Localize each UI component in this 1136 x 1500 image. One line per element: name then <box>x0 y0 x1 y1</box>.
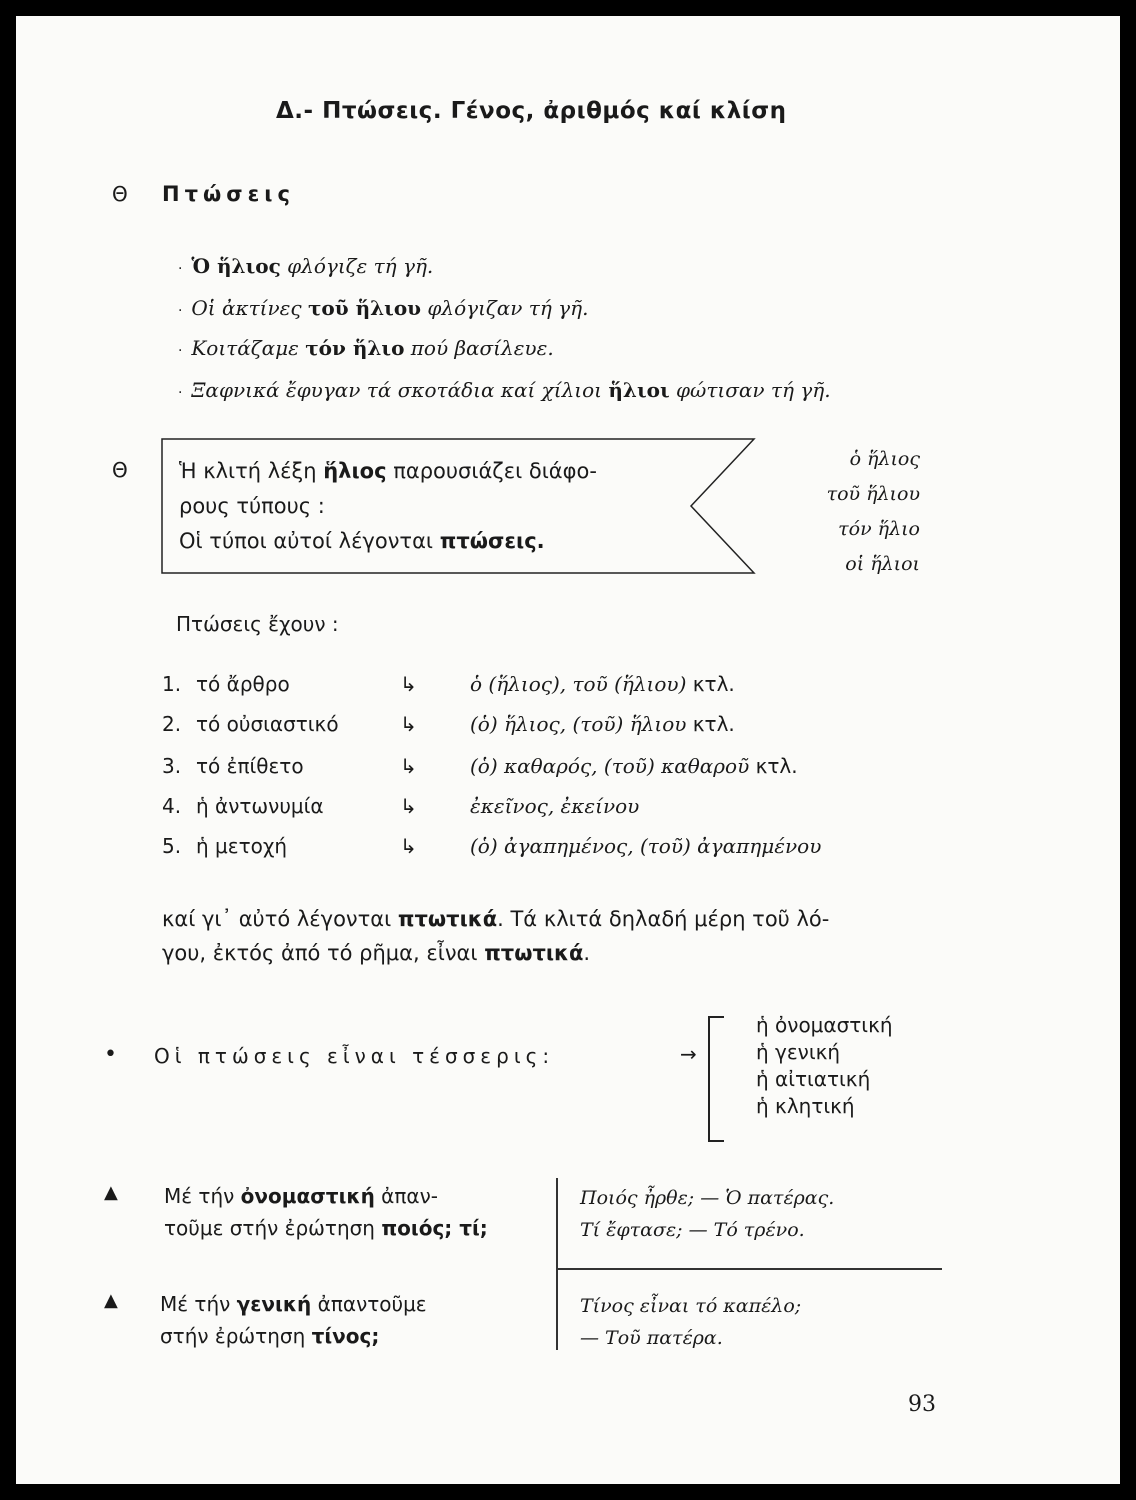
section-heading: Πτώσεις <box>162 182 295 206</box>
case-forms: ὁ ἥλιος τοῦ ἥλιου τόν ἥλιο οἱ ἥλιοι <box>826 448 920 575</box>
theta-symbol: Θ <box>112 458 128 482</box>
genitive-text: Μέ τήν γενική ἀπαντοῦμε στήν ἐρώτηση τίνος; <box>160 1292 427 1348</box>
definition-box <box>161 438 756 574</box>
box-line-3: Οἱ τύποι αὐτοί λέγονται πτώσεις. <box>179 529 545 553</box>
paragraph-line-1: καί γι᾿ αὐτό λέγονται πτωτικά. Τά κλιτά δηλαδή μέρη τοῦ λό- <box>162 907 830 931</box>
bracket <box>708 1016 724 1142</box>
box-line-1: Ἡ κλιτή λέξη ἥλιος παρουσιάζει διάφο- <box>179 459 597 483</box>
list-item-example: (ὁ) ἥλιος, (τοῦ) ἥλιου κτλ. <box>470 712 735 736</box>
arrow-icon: ↳ <box>400 834 417 858</box>
list-item-example: ἐκεῖνος, ἐκείνου <box>470 794 640 818</box>
list-item-label: ἡ μετοχή <box>196 834 288 858</box>
list-item-label: τό ἐπίθετο <box>196 754 304 778</box>
genitive-answers: Τίνος εἶναι τό καπέλο; — Τοῦ πατέρα. <box>580 1295 802 1349</box>
list-item-example: (ὁ) ἀγαπημένος, (τοῦ) ἀγαπημένου <box>470 834 822 858</box>
example-line-2: · Οἱ ἀκτίνες τοῦ ἥλιου φλόγιζαν τή γῆ. <box>178 296 589 320</box>
list-item-label: τό ἄρθρο <box>196 672 290 696</box>
example-line-4: · Ξαφνικά ἔφυγαν τά σκοτάδια καί χίλιοι ἥλιοι φώτισαν τή γῆ. <box>178 378 831 402</box>
example-line-1: · Ὁ ἥλιος φλόγιζε τή γῆ. <box>178 254 434 278</box>
arrow-icon: ↳ <box>400 754 417 778</box>
list-item-example: (ὁ) καθαρός, (τοῦ) καθαροῦ κτλ. <box>470 754 798 778</box>
arrow-icon: ↳ <box>400 712 417 736</box>
list-item-num: 1. <box>162 672 182 696</box>
nominative-answers: Ποιός ἦρθε; — Ὁ πατέρας. Τί ἔφτασε; — Τό τρένο. <box>580 1187 835 1241</box>
case-list: ἡ ὀνομαστική ἡ γενική ἡ αἰτιατική ἡ κλητική <box>756 1013 893 1118</box>
list-item-num: 2. <box>162 712 182 736</box>
box-line-2: ρους τύπους : <box>179 494 325 518</box>
column-divider <box>556 1178 558 1350</box>
arrow-icon: → <box>680 1042 697 1066</box>
triangle-icon: ▲ <box>104 1182 118 1203</box>
arrow-icon: ↳ <box>400 794 417 818</box>
list-item-label: τό οὐσιαστικό <box>196 712 339 736</box>
paragraph-line-2: γου, ἐκτός ἀπό τό ρῆμα, εἶναι πτωτικά. <box>162 941 591 965</box>
list-item-num: 3. <box>162 754 182 778</box>
cases-intro: Πτώσεις ἔχουν : <box>176 612 339 636</box>
theta-symbol: Θ <box>112 182 128 206</box>
row-divider <box>558 1268 942 1270</box>
arrow-icon: ↳ <box>400 672 417 696</box>
list-item-label: ἡ ἀντωνυμία <box>196 794 324 818</box>
list-item-num: 4. <box>162 794 182 818</box>
nominative-text: Μέ τήν ὀνομαστική ἀπαν- τοῦμε στήν ἐρώτηση ποιός; τί; <box>164 1184 488 1240</box>
page-number: 93 <box>908 1392 936 1417</box>
bullet-icon: • <box>104 1042 117 1067</box>
example-line-3: · Κοιτάζαμε τόν ἥλιο πού βασίλευε. <box>178 336 554 360</box>
triangle-icon: ▲ <box>104 1290 118 1311</box>
list-item-num: 5. <box>162 834 182 858</box>
page-title: Δ.- Πτώσεις. Γένος, ἀριθμός καί κλίση <box>276 98 787 124</box>
cases-statement: Οἱ πτώσεις εἶναι τέσσερις: <box>154 1044 555 1068</box>
textbook-page <box>16 16 1120 1484</box>
list-item-example: ὁ (ἥλιος), τοῦ (ἥλιου) κτλ. <box>470 672 735 696</box>
